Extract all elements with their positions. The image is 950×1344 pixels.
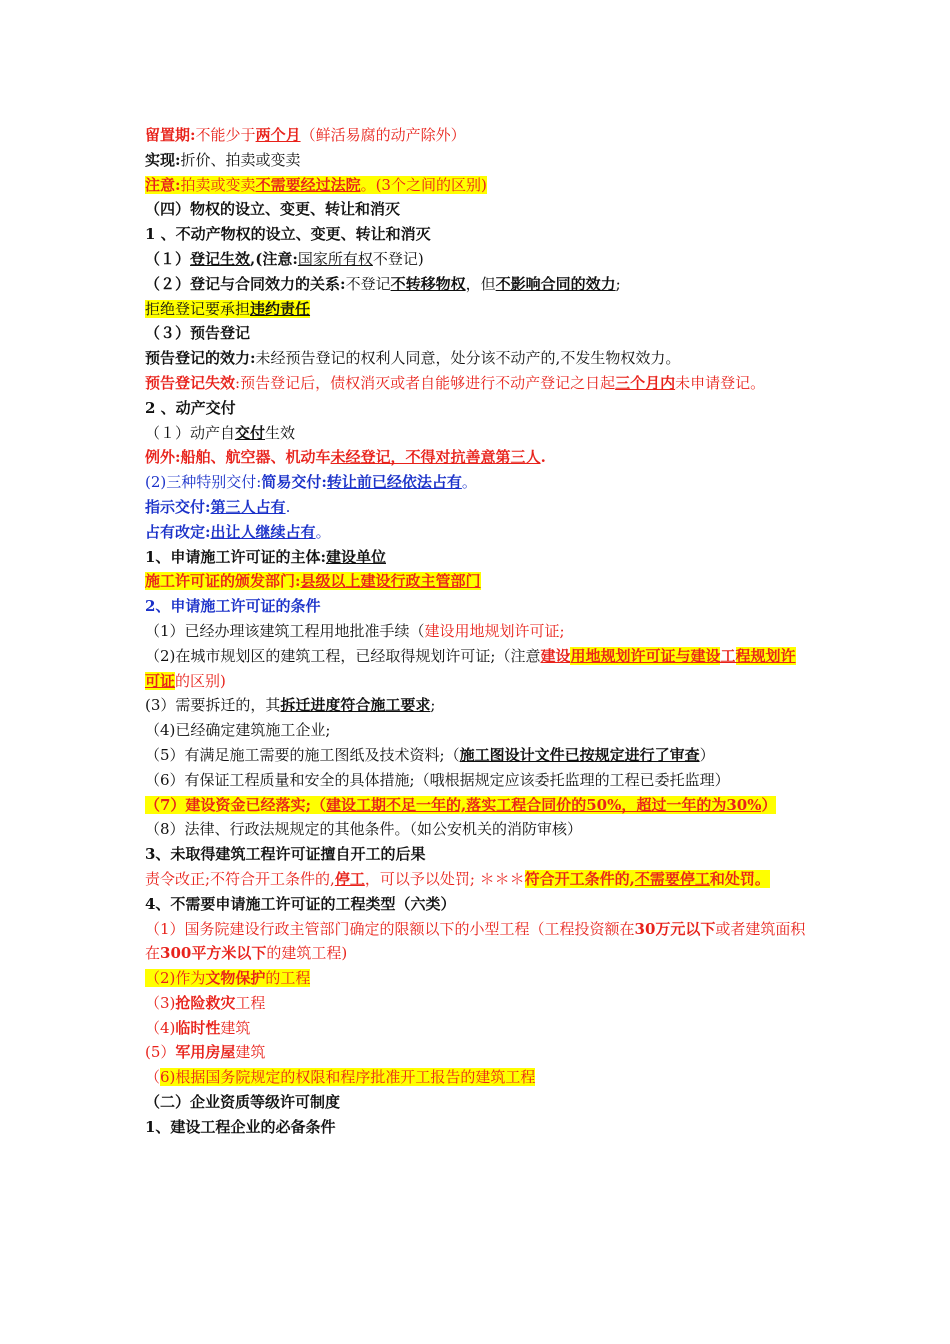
text-line — [145, 396, 810, 421]
text-segment: （2)作为 — [145, 969, 206, 988]
text-segment: 。 — [461, 473, 477, 492]
text-segment: 不需要停工 — [634, 869, 710, 888]
text-segment: 建设 — [540, 646, 571, 665]
text-segment: 军用房屋 — [175, 1043, 236, 1062]
text-line — [145, 892, 810, 917]
text-segment: 建筑 — [235, 1043, 266, 1062]
text-line — [145, 247, 810, 272]
text-segment: :预告登记后，债权消灭或者自能够进行不动产登记之日起 — [235, 373, 616, 392]
text-segment: 抢险救灾 — [175, 993, 236, 1012]
text-segment: （8）法律、行政法规规定的其他条件。（如公安机关的消防审核） — [145, 820, 583, 839]
text-segment: 国家所有权 — [297, 249, 373, 268]
text-segment: 第三人占有 — [210, 497, 286, 516]
text-line — [145, 991, 810, 1016]
text-segment: 1 、不动产物权的设立、变更、转让和消灭 — [145, 225, 431, 244]
text-line — [145, 793, 810, 818]
text-line — [145, 743, 810, 768]
text-segment: （1）国务院建设行政主管部门确定的限额以下的小型工程（工程投资额在 — [145, 919, 635, 938]
text-segment: 违约责任 — [250, 299, 311, 318]
text-line — [145, 445, 810, 470]
text-segment: 不需要经过法院 — [255, 175, 361, 194]
text-line — [145, 123, 810, 148]
text-segment: 和处罚。 — [709, 869, 770, 888]
text-segment: 责令改正;不符合开工条件的, — [145, 869, 335, 888]
text-segment: 施工许可证的颁发部门: — [145, 572, 301, 591]
text-segment: （3) — [145, 993, 176, 1012]
text-line — [145, 173, 810, 198]
text-line — [145, 644, 810, 694]
text-segment: ） — [761, 795, 777, 814]
text-line — [145, 470, 810, 495]
text-line — [145, 222, 810, 247]
text-segment: 。(3个之间的区别) — [360, 175, 487, 194]
text-segment: （1）已经办理该建筑工程用地批准手续（ — [145, 621, 425, 640]
text-segment: 两个月 — [255, 126, 301, 144]
text-segment: 工 — [720, 646, 736, 665]
text-segment: 1、建设工程企业的必备条件 — [145, 1117, 336, 1136]
text-segment: 预告登记的效力: — [145, 349, 256, 368]
text-segment: 出让人继续占有 — [210, 522, 316, 541]
text-segment: ; — [430, 696, 436, 715]
text-segment: （２） — [145, 274, 191, 293]
text-line — [145, 1040, 810, 1065]
text-segment: 例外:船舶、航空器、机动车 — [145, 448, 331, 467]
text-segment: 不影响合同的效力 — [495, 274, 616, 293]
text-segment: 程规划许可证 — [145, 646, 796, 690]
text-segment: (2)三种特别交付: — [145, 473, 262, 492]
text-segment: 的建筑工程) — [266, 944, 348, 963]
text-segment: 文物保护 — [205, 969, 266, 988]
text-segment: 2、申请施工许可证的条件 — [145, 597, 321, 616]
text-segment: 。 — [315, 522, 331, 541]
text-line — [145, 148, 810, 173]
text-segment: （二）企业资质等级许可制度 — [145, 1093, 341, 1112]
text-segment: 停工 — [334, 869, 365, 888]
text-segment: ,(注意: — [250, 249, 298, 268]
text-segment: 的工程 — [265, 969, 311, 988]
text-line — [145, 520, 810, 545]
text-line — [145, 545, 810, 570]
text-segment: 符合开工条件的, — [524, 869, 635, 888]
text-segment: 的区别) — [175, 671, 226, 690]
text-segment: 未经登记，不得对抗善意第三人 — [330, 448, 541, 467]
text-segment: 300平方米以下 — [160, 944, 267, 963]
text-segment: 占有改定: — [145, 522, 211, 541]
text-segment: 6)根据国务院规定的权限和程序批准开工报告的建筑工程 — [160, 1068, 536, 1087]
text-segment: . — [540, 448, 546, 467]
text-line — [145, 917, 810, 967]
text-segment: ） — [699, 745, 715, 764]
text-segment: （4)已经确定建筑施工企业; — [145, 721, 331, 740]
text-line — [145, 569, 810, 594]
text-line — [145, 495, 810, 520]
text-segment: 建设单位 — [325, 547, 386, 566]
text-segment: 折价、拍卖或变卖 — [180, 150, 301, 169]
text-line — [145, 421, 810, 446]
text-segment: 30万元以下 — [634, 919, 716, 938]
text-segment: （３）预告登记 — [145, 324, 251, 343]
text-segment: 留置期: — [145, 126, 196, 144]
text-segment: 2 、动产交付 — [145, 398, 236, 417]
text-line — [145, 842, 810, 867]
text-segment: 县级以上建设行政主管部门 — [300, 572, 481, 591]
text-segment: 不转移物权 — [390, 274, 466, 293]
text-line — [145, 1115, 810, 1140]
text-segment: 生效 — [265, 423, 296, 442]
text-segment: 登记生效 — [190, 249, 251, 268]
text-segment: （5）有满足施工需要的施工图纸及技术资料;（ — [145, 745, 460, 764]
text-segment: 拒绝登记要承担 — [145, 299, 251, 318]
text-segment: . — [285, 497, 291, 516]
text-segment: 1、申请施工许可证的主体: — [145, 547, 326, 566]
text-segment: 未经预告登记的权利人同意，处分该不动产的,不发生物权效力。 — [255, 349, 681, 368]
text-segment: 注意: — [145, 175, 181, 194]
text-segment: (3）需要拆迁的，其 — [145, 696, 281, 715]
text-line — [145, 693, 810, 718]
text-segment: 交付 — [235, 423, 266, 442]
text-line — [145, 619, 810, 644]
text-segment: 3、未取得建筑工程许可证擅自开工的后果 — [145, 845, 426, 864]
text-segment: 转让前已经依法占有 — [326, 473, 462, 492]
text-segment: ，可以予以处罚; ＊＊＊ — [364, 869, 525, 888]
text-segment: 预告登记失效 — [145, 373, 236, 392]
text-segment: ，但 — [465, 274, 496, 293]
text-line — [145, 966, 810, 991]
text-line — [145, 346, 810, 371]
text-line — [145, 718, 810, 743]
text-segment: 登记与合同效力的关系: — [190, 274, 346, 293]
text-segment: 4、不需要申请施工许可证的工程类型（六类） — [145, 894, 456, 913]
text-segment: 指示交付: — [145, 497, 211, 516]
text-line — [145, 272, 810, 297]
text-line — [145, 768, 810, 793]
text-line — [145, 594, 810, 619]
text-line — [145, 1090, 810, 1115]
text-line — [145, 867, 810, 892]
text-segment: 实现: — [145, 150, 181, 169]
text-segment: 建设工期不足一年的,落实工程合同价的50%，超过一年的为30% — [325, 795, 762, 814]
text-line — [145, 817, 810, 842]
text-segment: 不能少于 — [195, 126, 256, 144]
text-segment: （2)在城市规划区的建筑工程，已经取得规划许可证;（注意 — [145, 646, 541, 665]
text-segment: 或者建筑面积在 — [145, 919, 806, 963]
text-segment: 未申请登记。 — [675, 373, 766, 392]
text-segment: 拆迁进度符合施工要求 — [280, 696, 431, 715]
text-line — [145, 1016, 810, 1041]
text-segment: （4) — [145, 1018, 176, 1037]
text-segment: 建筑 — [220, 1018, 251, 1037]
text-line — [145, 371, 810, 396]
text-segment: ; — [615, 274, 621, 293]
text-segment: 不登记) — [372, 249, 424, 268]
text-segment: （１） — [145, 249, 191, 268]
text-segment: （ — [145, 1068, 161, 1087]
text-segment: （四）物权的设立、变更、转让和消灭 — [145, 200, 401, 219]
text-segment: (5） — [145, 1043, 176, 1062]
text-segment: （鲜活易腐的动产除外） — [300, 126, 466, 144]
text-segment: （１）动产自 — [145, 423, 236, 442]
text-segment: 施工图设计文件已按规定进行了审查 — [459, 745, 700, 764]
text-segment: 三个月内 — [615, 373, 676, 392]
text-line — [145, 197, 810, 222]
text-segment: 用地规划许可证与建设 — [570, 646, 721, 665]
text-line — [145, 321, 810, 346]
text-segment: 临时性 — [175, 1018, 221, 1037]
text-segment: 拍卖或变卖 — [180, 175, 256, 194]
text-segment: 简易交付: — [261, 473, 327, 492]
text-segment: （6）有保证工程质量和安全的具体措施;（哦根据规定应该委托监理的工程已委托监理） — [145, 770, 730, 789]
text-line — [145, 1065, 810, 1090]
text-line — [145, 297, 810, 322]
text-segment: 不登记 — [345, 274, 391, 293]
text-segment: 建设用地规划许可证; — [424, 621, 565, 640]
text-segment: （7）建设资金已经落实;（ — [145, 795, 326, 814]
document-body — [145, 123, 810, 1140]
text-segment: 工程 — [235, 993, 266, 1012]
